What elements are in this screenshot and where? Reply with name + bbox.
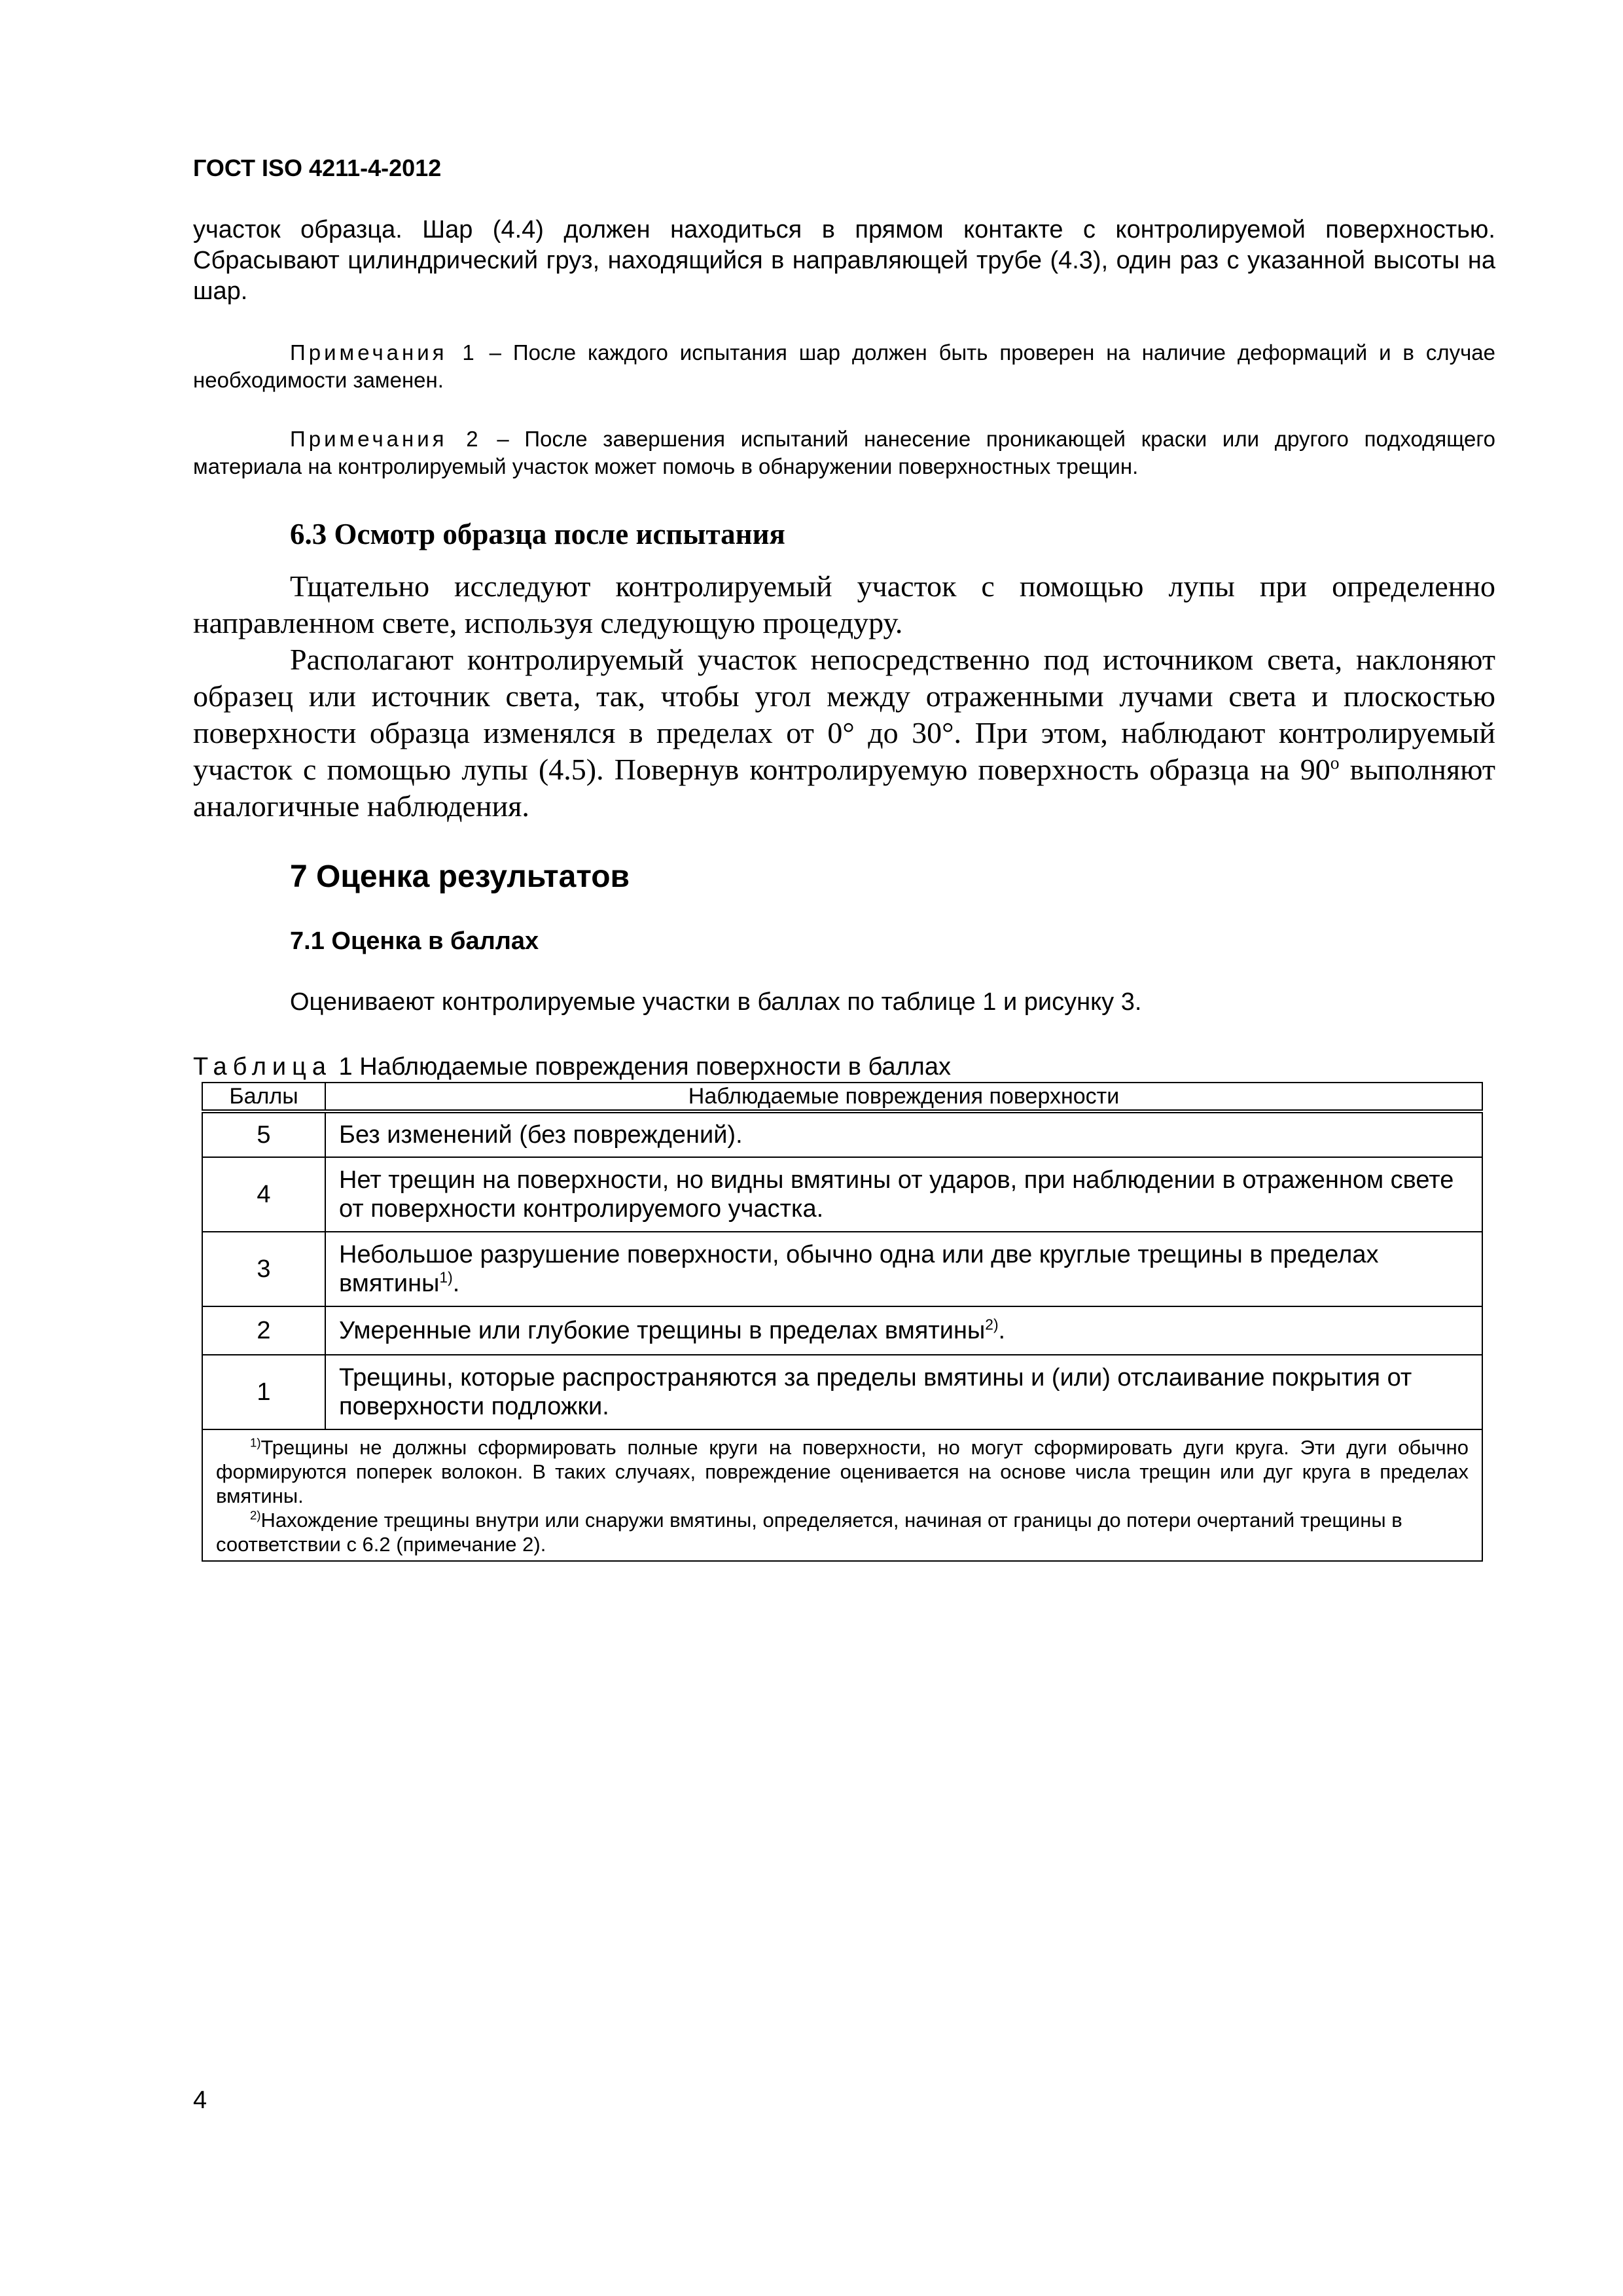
column-header-description: Наблюдаемые повреждения поверхности xyxy=(325,1083,1482,1111)
footnote-ref: 2) xyxy=(985,1316,999,1333)
footnote-2 xyxy=(216,1508,1469,1556)
footnote-ref: 1) xyxy=(439,1268,453,1286)
degree-superscript: о xyxy=(1330,752,1340,773)
section-7-heading: 7 Оценка результатов xyxy=(290,859,630,894)
description-tail: . xyxy=(998,1317,1006,1344)
table-row xyxy=(202,1157,1482,1232)
note-2 xyxy=(193,425,1495,480)
table-header-row xyxy=(202,1083,1482,1111)
damage-score-table xyxy=(202,1082,1483,1562)
description-cell xyxy=(325,1111,1482,1157)
section-6-3-paragraph-2-tail: выполняют аналогичные наблюдения. xyxy=(193,753,1495,823)
score-cell: 4 xyxy=(202,1157,325,1232)
table-caption-label: Таблица xyxy=(193,1053,332,1081)
section-6-3-paragraph-2 xyxy=(193,641,1495,825)
note-2-label: Примечания 2 xyxy=(290,427,482,451)
section-6-3-paragraph-1: Тщательно исследуют контролируемый участок с помощью лупы при определенно направленном свете, используя следующую процедуру. xyxy=(193,569,1495,639)
note-1 xyxy=(193,339,1495,394)
table-caption xyxy=(193,1052,951,1081)
footnote-2-text: Нахождение трещины внутри или снаружи вмятины, определяется, начиная от границы до потери очертаний трещины в соответствии с 6.2 (примечание 2). xyxy=(216,1509,1402,1556)
section-6-3-paragraph-2-main: Располагают контролируемый участок непосредственно под источником света, наклоняют образец или источник света, так, чтобы угол между отраженными лучами света и плоскостью поверхности образца изменялся в пределах от 0° до 30°. При этом, наблюдают контролируемый участок с помощью лупы (4.5). Повернув контролируемую поверхность образца на 90 xyxy=(193,643,1495,786)
score-cell: 1 xyxy=(202,1355,325,1429)
intro-paragraph: участок образца. Шар (4.4) должен находиться в прямом контакте с контролируемой поверхностью. Сбрасывают цилиндрический груз, находящийся в направляющей трубе (4.3), один раз с указанной высоты на шар. xyxy=(193,216,1495,305)
footnote-1-text: Трещины не должны сформировать полные круги на поверхности, но могут сформировать дуги круга. Эти дуги обычно формируются поперек волокон. В таких случаях, повреждение оценивается на основе числа трещин или дуг круга в пределах вмятины. xyxy=(216,1436,1469,1507)
footnote-1-mark: 1) xyxy=(250,1435,261,1450)
table-row xyxy=(202,1232,1482,1306)
note-1-text: – После каждого испытания шар должен быть проверен на наличие деформаций и в случае необходимости заменен. xyxy=(193,340,1495,392)
table-row xyxy=(202,1306,1482,1355)
document-header: ГОСТ ISO 4211-4-2012 xyxy=(193,154,442,181)
footnote-2-mark: 2) xyxy=(250,1508,261,1522)
description-text: Без изменений (без повреждений). xyxy=(339,1121,743,1149)
note-2-text: – После завершения испытаний нанесение проникающей краски или другого подходящего материала на контролируемый участок может помочь в обнаружении поверхностных трещин. xyxy=(193,427,1496,478)
table-caption-text: 1 Наблюдаемые повреждения поверхности в баллах xyxy=(332,1053,951,1081)
description-cell xyxy=(325,1306,1482,1355)
score-cell: 3 xyxy=(202,1232,325,1306)
table-row xyxy=(202,1111,1482,1157)
footnote-1 xyxy=(216,1435,1469,1508)
description-cell xyxy=(325,1355,1482,1429)
note-1-label: Примечания 1 xyxy=(290,340,478,365)
section-7-1-intro: Оцениваеют контролируемые участки в баллах по таблице 1 и рисунку 3. xyxy=(290,988,1142,1016)
page-number: 4 xyxy=(193,2087,207,2114)
description-tail: . xyxy=(452,1270,460,1297)
column-header-score: Баллы xyxy=(202,1083,325,1111)
description-text: Умеренные или глубокие трещины в пределах вмятины xyxy=(339,1317,986,1344)
description-text: Трещины, которые распространяются за пределы вмятины и (или) отслаивание покрытия от поверхности подложки. xyxy=(339,1364,1412,1420)
description-cell xyxy=(325,1232,1482,1306)
section-7-1-heading: 7.1 Оценка в баллах xyxy=(290,927,539,955)
table-footnote-row xyxy=(202,1429,1482,1561)
score-cell: 2 xyxy=(202,1306,325,1355)
description-text: Нет трещин на поверхности, но видны вмятины от ударов, при наблюдении в отраженном свете от поверхности контролируемого участка. xyxy=(339,1166,1454,1223)
table-row xyxy=(202,1355,1482,1429)
score-cell: 5 xyxy=(202,1111,325,1157)
table-footnotes xyxy=(202,1429,1482,1561)
description-cell xyxy=(325,1157,1482,1232)
section-6-3-heading: 6.3 Осмотр образца после испытания xyxy=(290,518,785,550)
description-text: Небольшое разрушение поверхности, обычно одна или две круглые трещины в пределах вмятины xyxy=(339,1241,1379,1297)
